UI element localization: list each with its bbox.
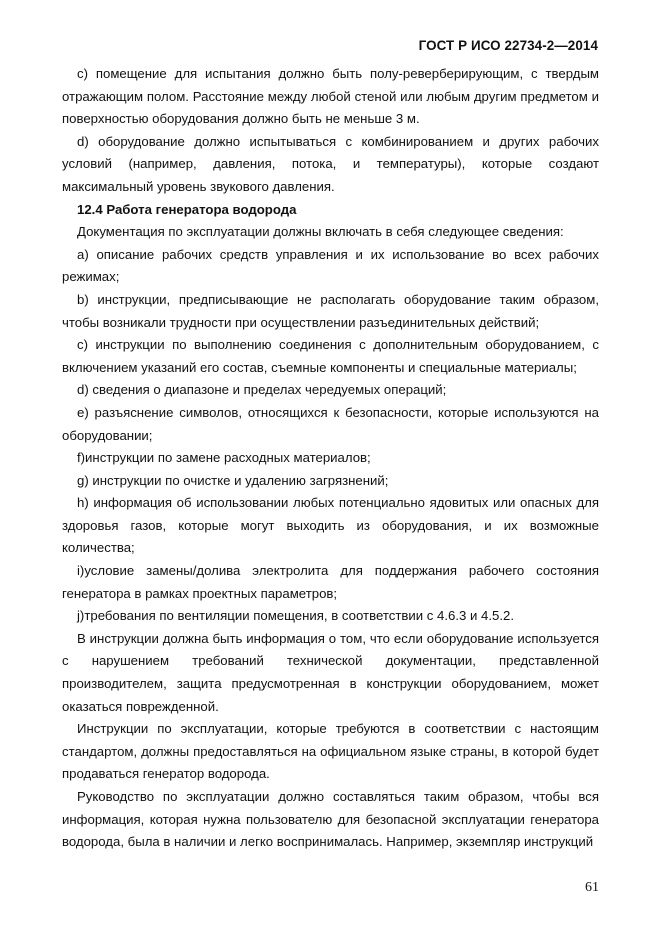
list-item-c: c) инструкции по выполнению соединения с дополнительным оборудованием, с включением указаний его состав, съемные компоненты и специальные материалы; xyxy=(62,337,599,375)
paragraph-item-d: d) оборудование должно испытываться с комбинированием и других рабочих условий (например, давления, потока, и температуры), которые создают максимальный уровень звукового давления. xyxy=(62,133,599,194)
list-item-j: j)требования по вентиляции помещения, в соответствии с 4.6.3 и 4.5.2. xyxy=(77,608,515,624)
paragraph-manual: Руководство по эксплуатации должно составляться таким образом, чтобы вся информация, которая нужна пользователю для безопасной эксплуатации генератора водорода, была в наличии и легко воспринималась. Например, экземпляр инструкций xyxy=(62,789,599,850)
paragraph-language: Инструкции по эксплуатации, которые требуются в соответствии с настоящим стандартом, должны предоставляться на официальном языке страны, в которой будет продаваться генератор водорода. xyxy=(62,721,599,782)
list-item-g: g) инструкции по очистке и удалению загрязнений; xyxy=(77,472,389,488)
document-body xyxy=(62,63,599,854)
paragraph-item-c: с) помещение для испытания должно быть полу-реверберирующим, с твердым отражающим полом. Расстояние между любой стеной или любым другим предметом и поверхностью оборудования должно быть не меньше 3 м. xyxy=(62,66,599,127)
list-item-a: а) описание рабочих средств управления и их использование во всех рабочих режимах; xyxy=(62,246,599,285)
list-item-b: b) инструкции, предписывающие не располагать оборудование таким образом, чтобы возникали трудности при осуществлении разъединительных действий; xyxy=(62,291,599,330)
list-item-d: d) сведения о диапазоне и пределах чередуемых операций; xyxy=(77,382,447,398)
paragraph-warning: В инструкции должна быть информация о том, что если оборудование используется с нарушением требований технической документации, представленной производителем, защита предусмотренная в конструкции оборудованием, может оказаться поврежденной. xyxy=(62,630,599,714)
page-number: 61 xyxy=(585,880,599,895)
list-item-h: h) информация об использовании любых потенциально ядовитых или опасных для здоровья газов, которые могут выходить из оборудования, и их возможные количества; xyxy=(62,495,599,556)
list-item-e: e) разъяснение символов, относящихся к безопасности, которые используются на оборудовании; xyxy=(62,404,599,443)
document-header: ГОСТ Р ИСО 22734-2—2014 xyxy=(418,38,598,53)
paragraph-intro: Документация по эксплуатации должны включать в себя следующее сведения: xyxy=(77,224,564,240)
list-item-f: f)инструкции по замене расходных материалов; xyxy=(77,450,371,466)
section-heading: 12.4 Работа генератора водорода xyxy=(77,201,297,217)
list-item-i: i)условие замены/долива электролита для поддержания рабочего состояния генератора в рамках проектных параметров; xyxy=(62,563,599,601)
